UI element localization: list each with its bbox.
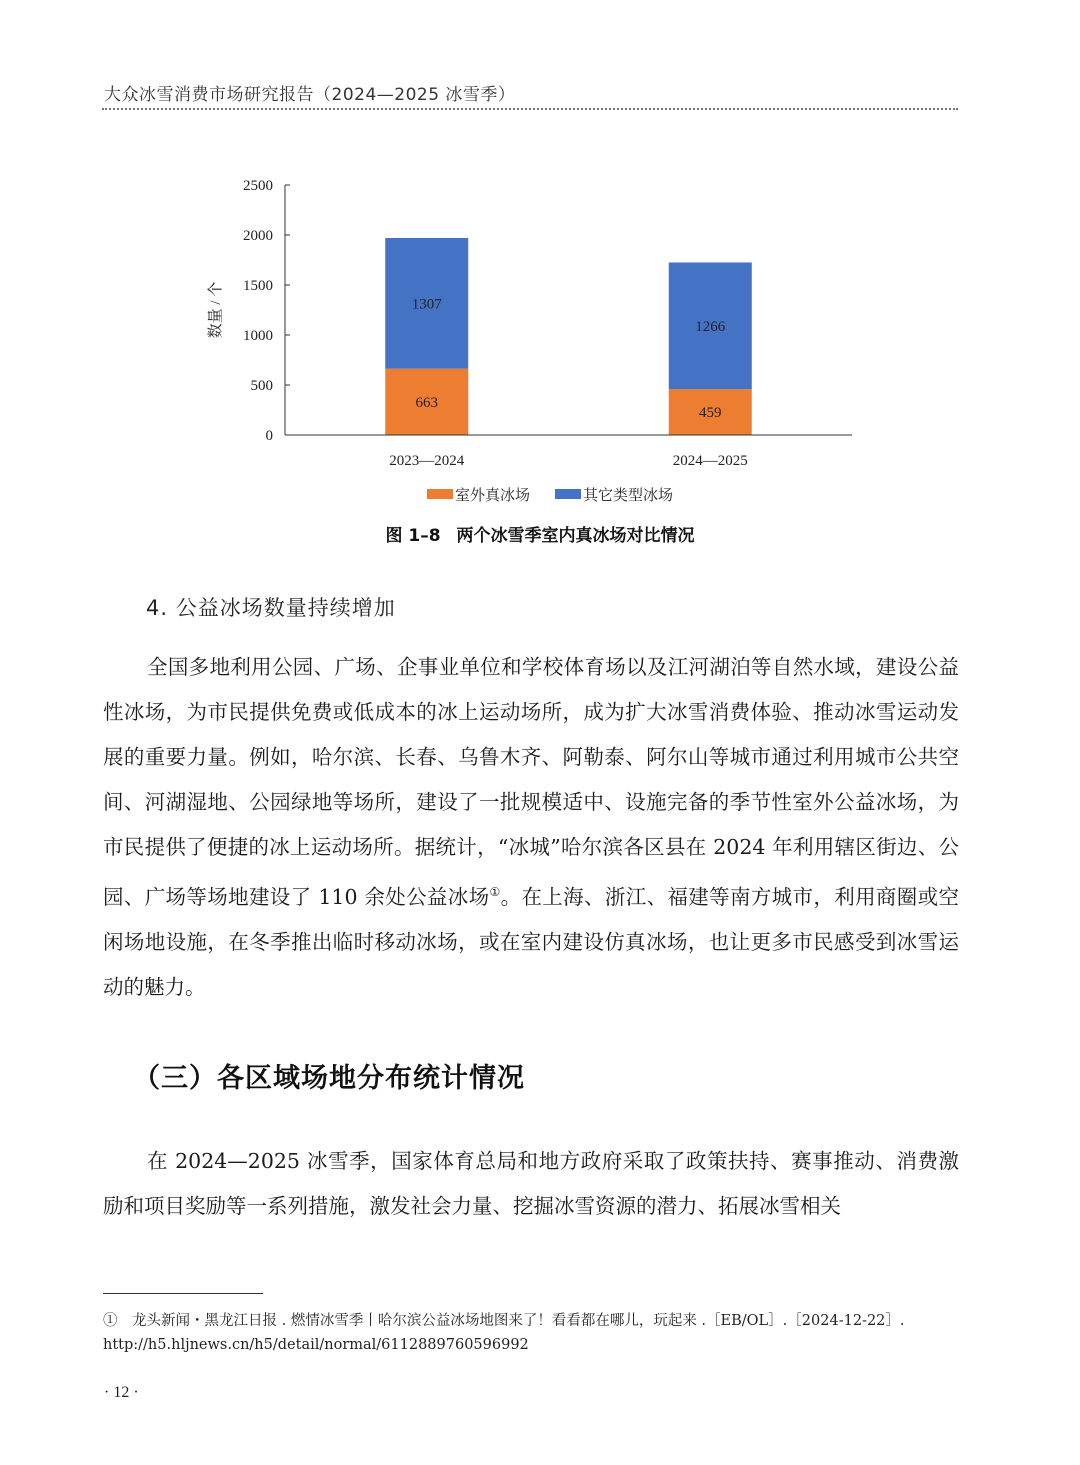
- running-header: 大众冰雪消费市场研究报告（2024—2025 冰雪季）: [104, 85, 516, 105]
- footnote-url: http://h5.hljnews.cn/h5/detail/normal/6112889760596992: [103, 1337, 529, 1353]
- y-tick-label: 2500: [243, 178, 273, 194]
- y-tick-label: 0: [265, 428, 273, 444]
- footnote-divider: [103, 1293, 263, 1294]
- data-label: 459: [699, 405, 722, 422]
- header-divider: [102, 108, 958, 110]
- y-axis-label: 数量 / 个: [208, 281, 224, 339]
- legend-swatch: [555, 489, 581, 499]
- figure-title: 两个冰雪季室内真冰场对比情况: [456, 526, 695, 546]
- figure-caption: [0, 521, 1080, 546]
- chart-legend: [427, 486, 673, 504]
- y-tick-label: 2000: [243, 228, 273, 244]
- footnote: [103, 1309, 963, 1357]
- data-label: 1307: [411, 296, 442, 313]
- subheading: 4. 公益冰场数量持续增加: [146, 596, 396, 620]
- x-tick-label: 2024—2025: [672, 453, 748, 469]
- body-paragraph-1: [103, 645, 959, 1010]
- stacked-bar-chart: [190, 165, 880, 550]
- paragraph-text-continued: 。在上海、浙江、福建等南方城市，利用商圈或空闲场地设施，在冬季推出临时移动冰场，或在室内建设仿真冰场，也让更多市民感受到冰雪运动的魅力。: [103, 884, 959, 999]
- legend-label: 室外真冰场: [455, 488, 531, 504]
- footnote-marker: ①: [489, 885, 501, 899]
- paragraph-text: 全国多地利用公园、广场、企事业单位和学校体育场以及江河湖泊等自然水域，建设公益性冰场，为市民提供免费或低成本的冰上运动场所，成为扩大冰雪消费体验、推动冰雪运动发展的重要力量。例如，哈尔滨、长春、乌鲁木齐、阿勒泰、阿尔山等城市通过利用城市公共空间、河湖湿地、公园绿地等场所，建设了一批规模适中、设施完备的季节性室外公益冰场，为市民提供了便捷的冰上运动场所。据统计，“冰城”哈尔滨各区县在 2024 年利用辖区街边、公园、广场等场地建设了 110 余处公益冰场: [103, 655, 959, 909]
- page-number: · 12 ·: [104, 1384, 139, 1401]
- chart-bars: [385, 238, 752, 435]
- figure-number: 图 1–8: [385, 526, 441, 546]
- y-axis: [243, 178, 290, 444]
- footnote-citation: ① 龙头新闻・黑龙江日报 . 燃情冰雪季丨哈尔滨公益冰场地图来了！看看都在哪儿，玩起来 .［EB/OL］.［2024-12-22］.: [103, 1313, 905, 1329]
- legend-swatch: [427, 489, 453, 499]
- data-label: 1266: [695, 318, 726, 335]
- x-axis: [285, 435, 852, 469]
- y-tick-label: 1500: [243, 278, 273, 294]
- x-tick-label: 2023—2024: [389, 453, 465, 469]
- section-heading: （三）各区域场地分布统计情况: [133, 1063, 525, 1094]
- data-label: 663: [415, 394, 438, 411]
- y-tick-label: 500: [250, 378, 273, 394]
- legend-label: 其它类型冰场: [583, 488, 674, 504]
- body-paragraph-2: 在 2024—2025 冰雪季，国家体育总局和地方政府采取了政策扶持、赛事推动、消费激励和项目奖励等一系列措施，激发社会力量、挖掘冰雪资源的潜力、拓展冰雪相关: [103, 1149, 959, 1218]
- y-tick-label: 1000: [243, 328, 273, 344]
